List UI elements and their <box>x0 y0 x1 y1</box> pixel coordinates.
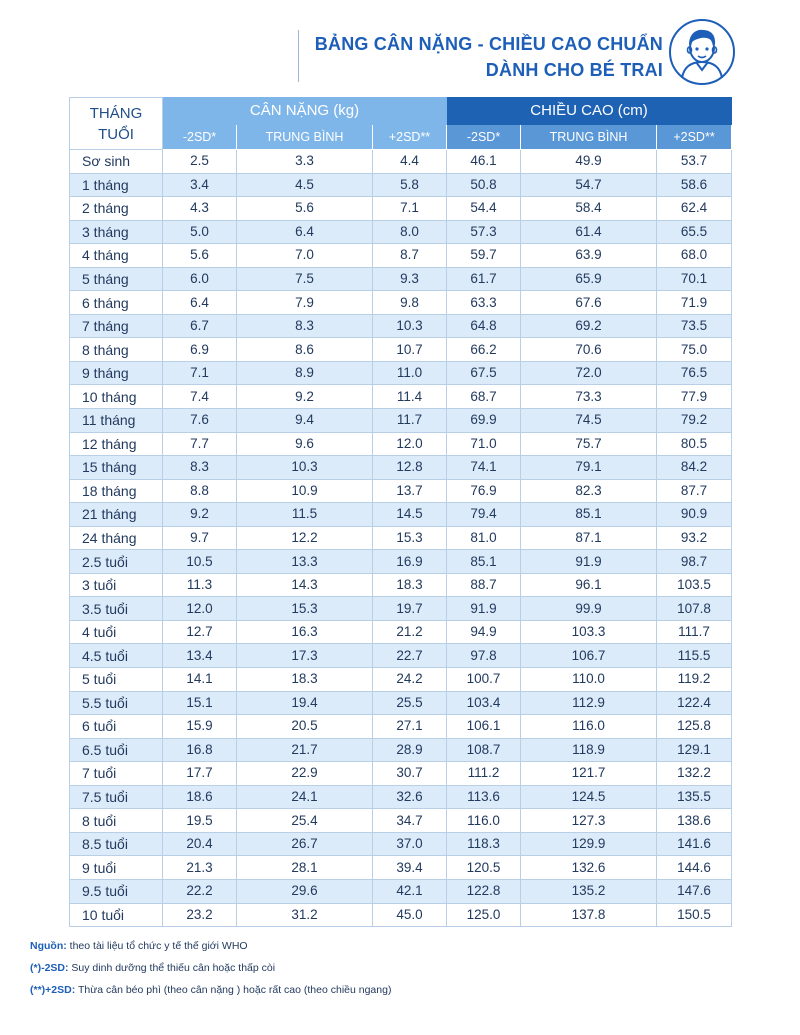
height-minus2sd-cell: 61.7 <box>447 267 521 291</box>
age-cell: 7 tháng <box>70 314 163 338</box>
height-minus2sd-cell: 106.1 <box>447 715 521 739</box>
height-minus2sd-cell: 85.1 <box>447 550 521 574</box>
age-cell: 9.5 tuổi <box>70 879 163 903</box>
table-row <box>70 597 732 621</box>
height-plus2sd-cell: 115.5 <box>657 644 732 668</box>
weight-plus2sd-cell: 11.4 <box>373 385 447 409</box>
height-plus2sd-cell: 122.4 <box>657 691 732 715</box>
weight-minus2sd-cell: 7.4 <box>163 385 237 409</box>
weight-minus2sd-cell: 12.7 <box>163 620 237 644</box>
table-row <box>70 409 732 433</box>
weight-minus2sd-cell: 21.3 <box>163 856 237 880</box>
height-median-cell: 54.7 <box>521 173 657 197</box>
weight-minus2sd-cell: 8.3 <box>163 456 237 480</box>
height-plus2sd-cell: 125.8 <box>657 715 732 739</box>
age-cell: 10 tháng <box>70 385 163 409</box>
weight-plus2sd-cell: 5.8 <box>373 173 447 197</box>
height-median-cell: 99.9 <box>521 597 657 621</box>
weight-median-cell: 14.3 <box>237 573 373 597</box>
page-header <box>0 0 800 96</box>
weight-median-cell: 10.9 <box>237 479 373 503</box>
height-plus2sd-cell: 129.1 <box>657 738 732 762</box>
weight-plus2sd-cell: 9.8 <box>373 291 447 315</box>
height-plus2sd-header: +2SD** <box>657 125 732 150</box>
height-median-cell: 72.0 <box>521 361 657 385</box>
table-row <box>70 715 732 739</box>
height-plus2sd-cell: 58.6 <box>657 173 732 197</box>
page-title: BẢNG CÂN NẶNG - CHIỀU CAO CHUẨN <box>314 34 663 54</box>
weight-median-cell: 8.3 <box>237 314 373 338</box>
weight-median-cell: 20.5 <box>237 715 373 739</box>
table-row <box>70 691 732 715</box>
height-minus2sd-cell: 81.0 <box>447 526 521 550</box>
weight-minus2sd-cell: 19.5 <box>163 809 237 833</box>
table-row <box>70 267 732 291</box>
weight-minus2sd-cell: 8.8 <box>163 479 237 503</box>
weight-minus2sd-header: -2SD* <box>163 125 237 150</box>
height-plus2sd-cell: 103.5 <box>657 573 732 597</box>
height-median-cell: 112.9 <box>521 691 657 715</box>
height-plus2sd-cell: 80.5 <box>657 432 732 456</box>
height-plus2sd-cell: 79.2 <box>657 409 732 433</box>
age-cell: 7.5 tuổi <box>70 785 163 809</box>
age-cell: 24 tháng <box>70 526 163 550</box>
age-cell: 12 tháng <box>70 432 163 456</box>
height-median-cell: 127.3 <box>521 809 657 833</box>
weight-plus2sd-cell: 9.3 <box>373 267 447 291</box>
weight-median-cell: 12.2 <box>237 526 373 550</box>
height-minus2sd-cell: 125.0 <box>447 903 521 927</box>
weight-header: CÂN NẶNG (kg) <box>163 98 447 125</box>
weight-minus2sd-cell: 15.1 <box>163 691 237 715</box>
height-median-cell: 106.7 <box>521 644 657 668</box>
height-minus2sd-cell: 54.4 <box>447 197 521 221</box>
height-minus2sd-cell: 94.9 <box>447 620 521 644</box>
height-median-cell: 67.6 <box>521 291 657 315</box>
table-row <box>70 832 732 856</box>
height-median-cell: 70.6 <box>521 338 657 362</box>
height-median-cell: 79.1 <box>521 456 657 480</box>
table-row <box>70 879 732 903</box>
age-cell: 5 tháng <box>70 267 163 291</box>
table-row <box>70 432 732 456</box>
height-minus2sd-cell: 113.6 <box>447 785 521 809</box>
weight-median-cell: 6.4 <box>237 220 373 244</box>
month-age-header <box>70 98 163 150</box>
height-median-cell: 118.9 <box>521 738 657 762</box>
weight-plus2sd-cell: 32.6 <box>373 785 447 809</box>
table-row <box>70 809 732 833</box>
table-row <box>70 385 732 409</box>
weight-median-cell: 24.1 <box>237 785 373 809</box>
height-median-cell: 75.7 <box>521 432 657 456</box>
weight-median-cell: 17.3 <box>237 644 373 668</box>
weight-median-cell: 9.6 <box>237 432 373 456</box>
height-plus2sd-cell: 68.0 <box>657 244 732 268</box>
height-median-cell: 91.9 <box>521 550 657 574</box>
weight-median-header: TRUNG BÌNH <box>237 125 373 150</box>
weight-median-cell: 3.3 <box>237 150 373 174</box>
age-cell: 9 tuổi <box>70 856 163 880</box>
height-plus2sd-cell: 87.7 <box>657 479 732 503</box>
weight-plus2sd-cell: 10.7 <box>373 338 447 362</box>
table-row <box>70 220 732 244</box>
age-cell: 3 tuổi <box>70 573 163 597</box>
weight-plus2sd-header: +2SD** <box>373 125 447 150</box>
table-row <box>70 291 732 315</box>
weight-minus2sd-cell: 7.7 <box>163 432 237 456</box>
weight-plus2sd-cell: 24.2 <box>373 668 447 692</box>
weight-plus2sd-cell: 39.4 <box>373 856 447 880</box>
height-plus2sd-cell: 138.6 <box>657 809 732 833</box>
height-median-cell: 58.4 <box>521 197 657 221</box>
footnotes <box>30 935 770 1001</box>
height-plus2sd-cell: 84.2 <box>657 456 732 480</box>
height-median-cell: 82.3 <box>521 479 657 503</box>
table-body <box>70 150 732 927</box>
height-minus2sd-cell: 103.4 <box>447 691 521 715</box>
boy-avatar-icon <box>668 18 736 86</box>
height-median-cell: 73.3 <box>521 385 657 409</box>
weight-minus2sd-cell: 17.7 <box>163 762 237 786</box>
weight-minus2sd-cell: 20.4 <box>163 832 237 856</box>
height-minus2sd-cell: 59.7 <box>447 244 521 268</box>
weight-minus2sd-cell: 18.6 <box>163 785 237 809</box>
weight-plus2sd-cell: 8.7 <box>373 244 447 268</box>
height-minus2sd-cell: 67.5 <box>447 361 521 385</box>
weight-plus2sd-cell: 22.7 <box>373 644 447 668</box>
height-plus2sd-cell: 53.7 <box>657 150 732 174</box>
height-plus2sd-cell: 144.6 <box>657 856 732 880</box>
age-cell: 18 tháng <box>70 479 163 503</box>
height-plus2sd-cell: 147.6 <box>657 879 732 903</box>
height-minus2sd-cell: 74.1 <box>447 456 521 480</box>
height-plus2sd-cell: 141.6 <box>657 832 732 856</box>
growth-table <box>69 97 732 927</box>
weight-plus2sd-cell: 28.9 <box>373 738 447 762</box>
height-plus2sd-cell: 71.9 <box>657 291 732 315</box>
age-cell: 6.5 tuổi <box>70 738 163 762</box>
weight-median-cell: 10.3 <box>237 456 373 480</box>
page-subtitle: DÀNH CHO BÉ TRAI <box>485 60 663 80</box>
height-minus2sd-cell: 122.8 <box>447 879 521 903</box>
weight-median-cell: 22.9 <box>237 762 373 786</box>
weight-minus2sd-cell: 9.2 <box>163 503 237 527</box>
height-minus2sd-cell: 118.3 <box>447 832 521 856</box>
weight-plus2sd-cell: 10.3 <box>373 314 447 338</box>
note-plus2sd-key: (**)+2SD: <box>30 984 76 996</box>
height-median-cell: 110.0 <box>521 668 657 692</box>
weight-median-cell: 31.2 <box>237 903 373 927</box>
note-source-text: theo tài liệu tổ chức y tế thế giới WHO <box>66 940 248 952</box>
age-cell: 1 tháng <box>70 173 163 197</box>
weight-plus2sd-cell: 42.1 <box>373 879 447 903</box>
table-row <box>70 903 732 927</box>
table-row <box>70 550 732 574</box>
age-cell: 10 tuổi <box>70 903 163 927</box>
age-cell: 8 tháng <box>70 338 163 362</box>
table-row <box>70 668 732 692</box>
age-cell: 5.5 tuổi <box>70 691 163 715</box>
table-row <box>70 173 732 197</box>
height-plus2sd-cell: 107.8 <box>657 597 732 621</box>
height-median-cell: 121.7 <box>521 762 657 786</box>
table-row <box>70 338 732 362</box>
age-cell: 9 tháng <box>70 361 163 385</box>
table-row <box>70 197 732 221</box>
table-row <box>70 762 732 786</box>
weight-minus2sd-cell: 2.5 <box>163 150 237 174</box>
height-plus2sd-cell: 98.7 <box>657 550 732 574</box>
height-minus2sd-cell: 111.2 <box>447 762 521 786</box>
weight-minus2sd-cell: 4.3 <box>163 197 237 221</box>
weight-plus2sd-cell: 14.5 <box>373 503 447 527</box>
height-minus2sd-cell: 120.5 <box>447 856 521 880</box>
age-cell: 2 tháng <box>70 197 163 221</box>
height-minus2sd-header: -2SD* <box>447 125 521 150</box>
month-header-line2: TUỔI <box>98 125 134 143</box>
height-minus2sd-cell: 57.3 <box>447 220 521 244</box>
weight-median-cell: 21.7 <box>237 738 373 762</box>
weight-minus2sd-cell: 6.9 <box>163 338 237 362</box>
weight-plus2sd-cell: 15.3 <box>373 526 447 550</box>
height-plus2sd-cell: 77.9 <box>657 385 732 409</box>
height-plus2sd-cell: 90.9 <box>657 503 732 527</box>
table-row <box>70 314 732 338</box>
height-minus2sd-cell: 66.2 <box>447 338 521 362</box>
height-median-cell: 49.9 <box>521 150 657 174</box>
table-row <box>70 856 732 880</box>
age-cell: 21 tháng <box>70 503 163 527</box>
table-row <box>70 456 732 480</box>
weight-median-cell: 5.6 <box>237 197 373 221</box>
height-plus2sd-cell: 70.1 <box>657 267 732 291</box>
height-plus2sd-cell: 132.2 <box>657 762 732 786</box>
note-plus2sd <box>30 979 770 1001</box>
height-minus2sd-cell: 97.8 <box>447 644 521 668</box>
height-plus2sd-cell: 65.5 <box>657 220 732 244</box>
height-minus2sd-cell: 63.3 <box>447 291 521 315</box>
weight-minus2sd-cell: 7.6 <box>163 409 237 433</box>
weight-median-cell: 16.3 <box>237 620 373 644</box>
weight-median-cell: 7.0 <box>237 244 373 268</box>
height-minus2sd-cell: 68.7 <box>447 385 521 409</box>
weight-median-cell: 4.5 <box>237 173 373 197</box>
table-row <box>70 244 732 268</box>
weight-minus2sd-cell: 14.1 <box>163 668 237 692</box>
weight-median-cell: 18.3 <box>237 668 373 692</box>
height-minus2sd-cell: 100.7 <box>447 668 521 692</box>
height-median-cell: 135.2 <box>521 879 657 903</box>
height-plus2sd-cell: 111.7 <box>657 620 732 644</box>
height-minus2sd-cell: 88.7 <box>447 573 521 597</box>
height-minus2sd-cell: 76.9 <box>447 479 521 503</box>
height-minus2sd-cell: 64.8 <box>447 314 521 338</box>
weight-minus2sd-cell: 23.2 <box>163 903 237 927</box>
weight-median-cell: 7.5 <box>237 267 373 291</box>
weight-plus2sd-cell: 30.7 <box>373 762 447 786</box>
weight-minus2sd-cell: 6.4 <box>163 291 237 315</box>
weight-plus2sd-cell: 4.4 <box>373 150 447 174</box>
height-minus2sd-cell: 46.1 <box>447 150 521 174</box>
weight-plus2sd-cell: 37.0 <box>373 832 447 856</box>
age-cell: 2.5 tuổi <box>70 550 163 574</box>
weight-minus2sd-cell: 6.0 <box>163 267 237 291</box>
height-median-cell: 61.4 <box>521 220 657 244</box>
age-cell: 15 tháng <box>70 456 163 480</box>
height-median-cell: 103.3 <box>521 620 657 644</box>
weight-plus2sd-cell: 8.0 <box>373 220 447 244</box>
table-row <box>70 526 732 550</box>
weight-minus2sd-cell: 16.8 <box>163 738 237 762</box>
weight-plus2sd-cell: 7.1 <box>373 197 447 221</box>
weight-plus2sd-cell: 11.0 <box>373 361 447 385</box>
height-median-cell: 65.9 <box>521 267 657 291</box>
weight-minus2sd-cell: 3.4 <box>163 173 237 197</box>
height-minus2sd-cell: 91.9 <box>447 597 521 621</box>
weight-plus2sd-cell: 13.7 <box>373 479 447 503</box>
height-plus2sd-cell: 76.5 <box>657 361 732 385</box>
weight-median-cell: 29.6 <box>237 879 373 903</box>
weight-minus2sd-cell: 15.9 <box>163 715 237 739</box>
table-row <box>70 620 732 644</box>
age-cell: 5 tuổi <box>70 668 163 692</box>
note-source-key: Nguồn: <box>30 940 67 952</box>
height-plus2sd-cell: 62.4 <box>657 197 732 221</box>
height-plus2sd-cell: 75.0 <box>657 338 732 362</box>
month-header-line1: THÁNG <box>89 104 143 122</box>
age-cell: 8 tuổi <box>70 809 163 833</box>
weight-median-cell: 28.1 <box>237 856 373 880</box>
age-cell: 7 tuổi <box>70 762 163 786</box>
header-divider <box>298 30 299 82</box>
weight-minus2sd-cell: 6.7 <box>163 314 237 338</box>
height-plus2sd-cell: 119.2 <box>657 668 732 692</box>
table-row <box>70 503 732 527</box>
weight-median-cell: 19.4 <box>237 691 373 715</box>
weight-minus2sd-cell: 5.0 <box>163 220 237 244</box>
height-minus2sd-cell: 116.0 <box>447 809 521 833</box>
table-row <box>70 150 732 174</box>
height-plus2sd-cell: 93.2 <box>657 526 732 550</box>
weight-median-cell: 9.4 <box>237 409 373 433</box>
weight-plus2sd-cell: 19.7 <box>373 597 447 621</box>
age-cell: 4 tuổi <box>70 620 163 644</box>
height-median-header: TRUNG BÌNH <box>521 125 657 150</box>
weight-plus2sd-cell: 16.9 <box>373 550 447 574</box>
note-minus2sd-text: Suy dinh dưỡng thể thiếu cân hoặc thấp còi <box>68 962 276 974</box>
table-row <box>70 785 732 809</box>
table-row <box>70 644 732 668</box>
age-cell: 3.5 tuổi <box>70 597 163 621</box>
weight-minus2sd-cell: 5.6 <box>163 244 237 268</box>
weight-median-cell: 7.9 <box>237 291 373 315</box>
weight-minus2sd-cell: 13.4 <box>163 644 237 668</box>
weight-plus2sd-cell: 12.0 <box>373 432 447 456</box>
weight-median-cell: 13.3 <box>237 550 373 574</box>
weight-minus2sd-cell: 10.5 <box>163 550 237 574</box>
height-plus2sd-cell: 73.5 <box>657 314 732 338</box>
height-minus2sd-cell: 108.7 <box>447 738 521 762</box>
weight-plus2sd-cell: 18.3 <box>373 573 447 597</box>
age-cell: 4.5 tuổi <box>70 644 163 668</box>
height-minus2sd-cell: 71.0 <box>447 432 521 456</box>
table-row <box>70 361 732 385</box>
note-plus2sd-text: Thừa cân béo phì (theo cân nặng ) hoặc rất cao (theo chiều ngang) <box>75 984 392 996</box>
height-median-cell: 74.5 <box>521 409 657 433</box>
weight-median-cell: 8.9 <box>237 361 373 385</box>
height-median-cell: 132.6 <box>521 856 657 880</box>
height-median-cell: 96.1 <box>521 573 657 597</box>
table-row <box>70 738 732 762</box>
weight-minus2sd-cell: 12.0 <box>163 597 237 621</box>
age-cell: 11 tháng <box>70 409 163 433</box>
note-minus2sd-key: (*)-2SD: <box>30 962 69 974</box>
weight-plus2sd-cell: 45.0 <box>373 903 447 927</box>
age-cell: 3 tháng <box>70 220 163 244</box>
weight-minus2sd-cell: 9.7 <box>163 526 237 550</box>
height-plus2sd-cell: 150.5 <box>657 903 732 927</box>
height-median-cell: 137.8 <box>521 903 657 927</box>
height-minus2sd-cell: 50.8 <box>447 173 521 197</box>
age-cell: Sơ sinh <box>70 150 163 174</box>
weight-median-cell: 15.3 <box>237 597 373 621</box>
age-cell: 4 tháng <box>70 244 163 268</box>
weight-minus2sd-cell: 11.3 <box>163 573 237 597</box>
height-header: CHIỀU CAO (cm) <box>447 98 732 125</box>
weight-plus2sd-cell: 27.1 <box>373 715 447 739</box>
height-median-cell: 124.5 <box>521 785 657 809</box>
table-row <box>70 479 732 503</box>
weight-median-cell: 9.2 <box>237 385 373 409</box>
weight-plus2sd-cell: 21.2 <box>373 620 447 644</box>
height-minus2sd-cell: 79.4 <box>447 503 521 527</box>
table-row <box>70 573 732 597</box>
weight-plus2sd-cell: 25.5 <box>373 691 447 715</box>
age-cell: 8.5 tuổi <box>70 832 163 856</box>
height-median-cell: 63.9 <box>521 244 657 268</box>
weight-plus2sd-cell: 34.7 <box>373 809 447 833</box>
note-minus2sd <box>30 957 770 979</box>
height-median-cell: 116.0 <box>521 715 657 739</box>
height-median-cell: 129.9 <box>521 832 657 856</box>
weight-median-cell: 8.6 <box>237 338 373 362</box>
note-source <box>30 935 770 957</box>
weight-median-cell: 25.4 <box>237 809 373 833</box>
weight-median-cell: 26.7 <box>237 832 373 856</box>
height-median-cell: 69.2 <box>521 314 657 338</box>
weight-minus2sd-cell: 7.1 <box>163 361 237 385</box>
height-minus2sd-cell: 69.9 <box>447 409 521 433</box>
weight-minus2sd-cell: 22.2 <box>163 879 237 903</box>
weight-plus2sd-cell: 12.8 <box>373 456 447 480</box>
age-cell: 6 tuổi <box>70 715 163 739</box>
height-median-cell: 87.1 <box>521 526 657 550</box>
weight-median-cell: 11.5 <box>237 503 373 527</box>
weight-plus2sd-cell: 11.7 <box>373 409 447 433</box>
height-median-cell: 85.1 <box>521 503 657 527</box>
age-cell: 6 tháng <box>70 291 163 315</box>
height-plus2sd-cell: 135.5 <box>657 785 732 809</box>
